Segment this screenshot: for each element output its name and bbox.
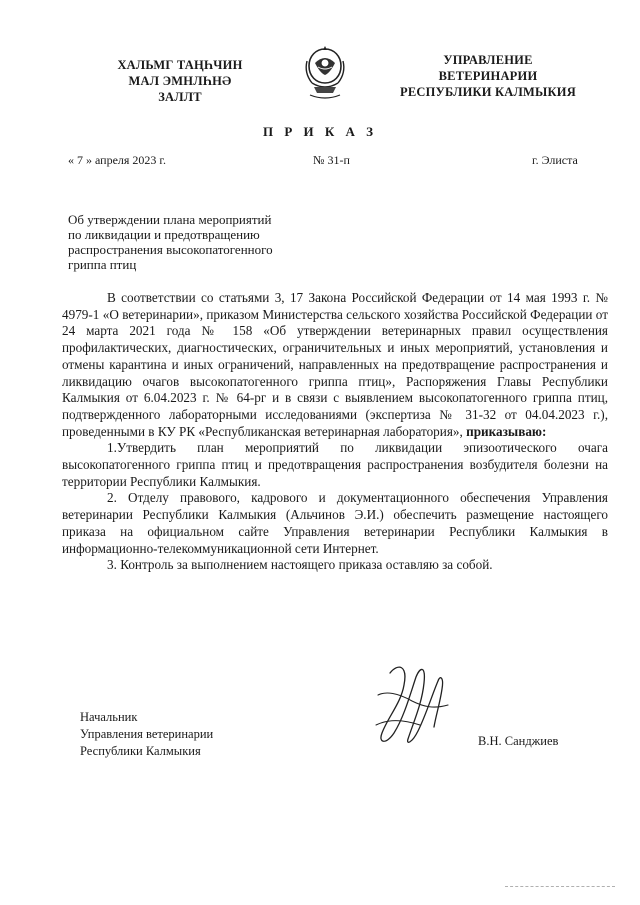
preamble-text: В соответствии со статьями 3, 17 Закона Российской Федерации от 14 мая 1993 г. № 4979-1 «О ветеринарии», приказом Министерства сельского хозяйства Российской Федерации от 24 марта 2021 года № 158 «Об утверждении ветеринарных правил осуществления профилактических, диагностических, ограничительных и иных мероприятий, установления и отмены карантина и иных ограничений, направленных на предотвращение распространения и ликвидацию очагов высокопатогенного гриппа птиц», Распоряжения Главы Республики Калмыкия от 6.04.2023 г. № 64-рг и в связи с выявлением высокопатогенного гриппа птиц, подтвержденного лабораторными исследованиями (экспертиза № 31-32 от 04.04.2023 г.), проведенными в КУ РК «Республиканская ветеринарная лаборатория», (62, 290, 608, 439)
header-right-line: ВЕТЕРИНАРИИ (438, 69, 538, 83)
position-line: Управления ветеринарии (80, 727, 214, 741)
order-city: г. Элиста (532, 153, 578, 167)
signatory-name: В.Н. Санджиев (478, 734, 559, 748)
order-date: « 7 » апреля 2023 г. (68, 153, 166, 167)
footer-divider (505, 886, 615, 887)
document-title: П Р И К А З (262, 124, 378, 139)
position-line: Республики Калмыкия (80, 744, 201, 758)
order-item-3: 3. Контроль за выполнением настоящего приказа оставляю за собой. (107, 557, 493, 573)
order-body (62, 290, 608, 574)
header-left-kalmyk (80, 57, 280, 105)
signatory-position (80, 709, 213, 760)
header-left-line: ХАЛЬМГ ТАҢҺЧИН (117, 58, 243, 72)
subject-line: Об утверждении плана мероприятий (68, 212, 272, 227)
header-right-line: УПРАВЛЕНИЕ (443, 53, 533, 67)
header-left-line: МАЛ ЭМНЛҺНӘ (128, 74, 232, 88)
subject-line: распространения высокопатогенного (68, 242, 273, 257)
order-keyword: приказываю: (466, 423, 547, 439)
header-right-russian (388, 52, 588, 100)
order-item-2: 2. Отделу правового, кадрового и документационного обеспечения Управления ветеринарии Республики Калмыкия (Альчинов Э.И.) обеспечить размещение настоящего приказа на официальном сайте Управления ветеринарии Республики Калмыкия в информационно-телекоммуникационной сети Интернет. (62, 490, 608, 556)
header-left-line: ЗАЛЛТ (158, 90, 202, 104)
subject-line: по ликвидации и предотвращению (68, 227, 260, 242)
coat-of-arms-emblem (300, 43, 350, 105)
subject-line: гриппа птиц (68, 257, 137, 272)
preamble-paragraph (62, 290, 608, 440)
handwritten-signature (368, 655, 458, 750)
header-right-line: РЕСПУБЛИКИ КАЛМЫКИЯ (400, 85, 576, 99)
order-number: № 31-п (313, 153, 350, 167)
order-subject (68, 212, 328, 272)
position-line: Начальник (80, 710, 138, 724)
order-item-1: 1.Утвердить план мероприятий по ликвидации эпизоотического очага высокопатогенного гриппа птиц и предотвращения распространения возбудителя болезни на территории Республики Калмыкия. (62, 440, 608, 489)
